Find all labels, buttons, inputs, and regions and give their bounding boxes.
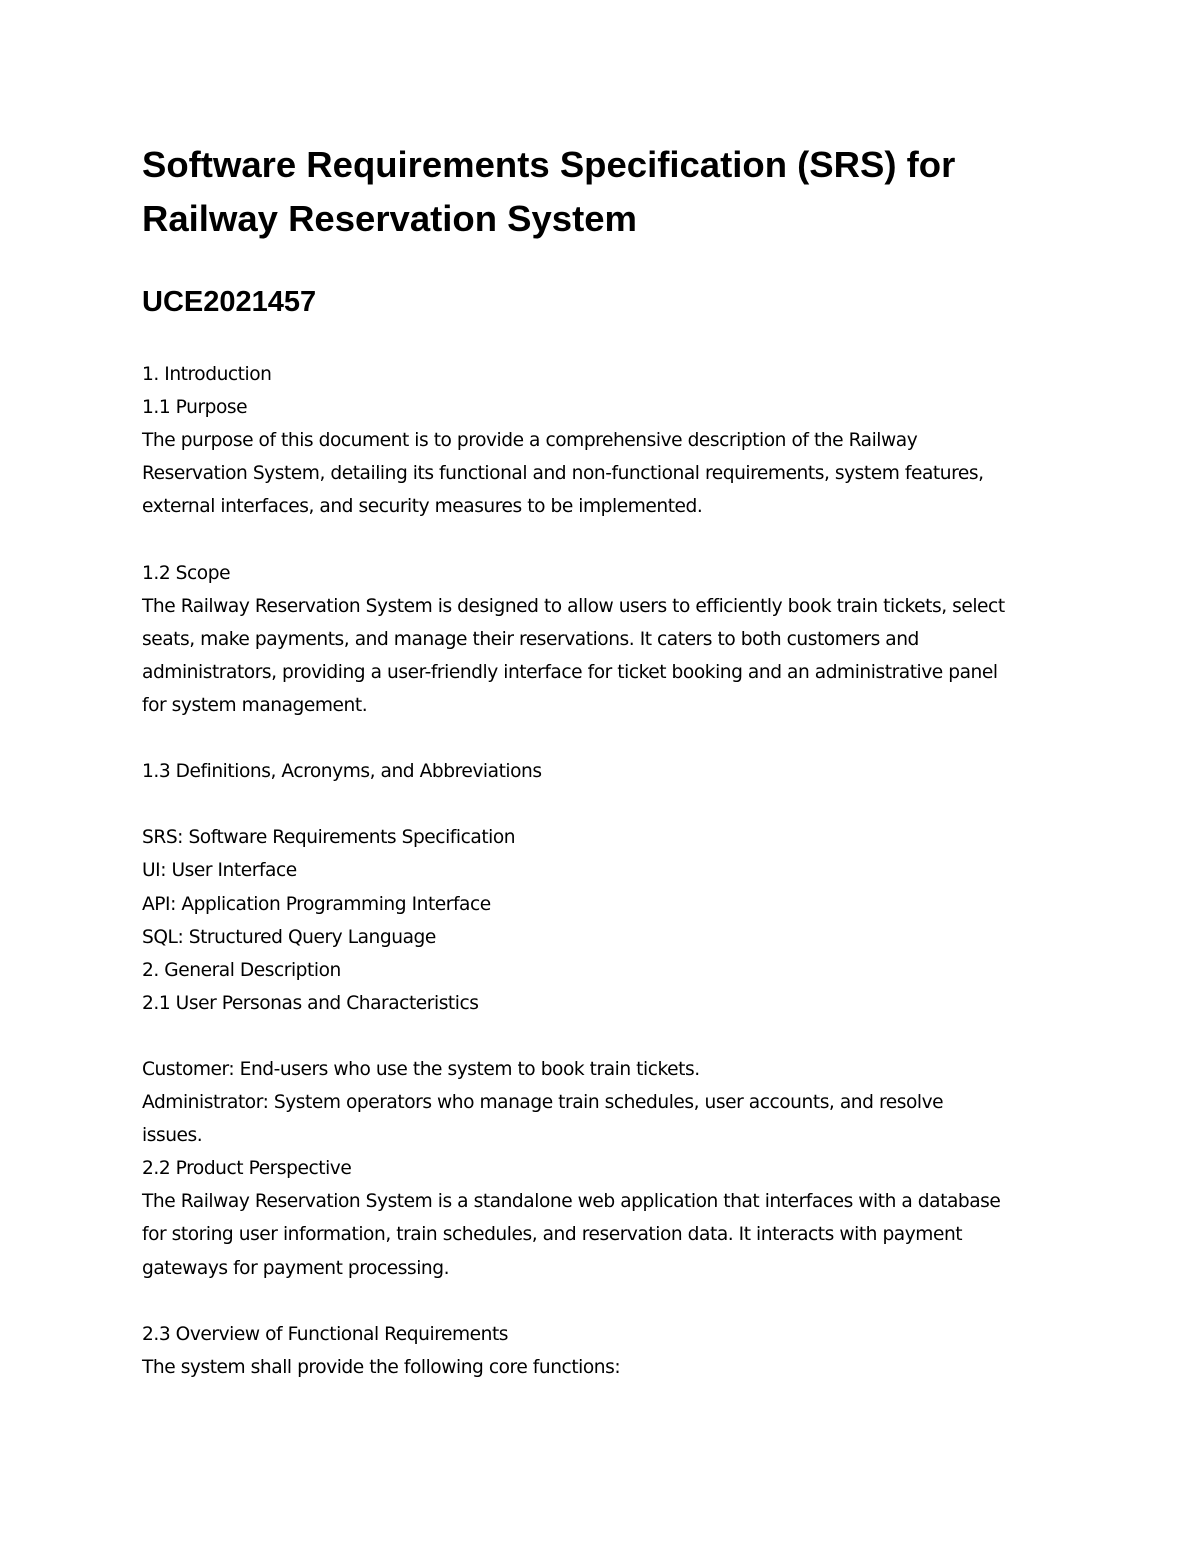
heading-purpose: 1.1 Purpose bbox=[142, 397, 248, 419]
persona-item: Customer: End-users who use the system to book train tickets. bbox=[142, 1058, 700, 1080]
persona-item: Administrator: System operators who manage train schedules, user accounts, and resolve bbox=[142, 1092, 944, 1114]
document-body bbox=[142, 358, 1072, 1384]
purpose-text-line-2: Reservation System, detailing its functional and non-functional requirements, system features, bbox=[142, 463, 984, 485]
spacer bbox=[142, 523, 1072, 556]
heading-product-perspective: 2.2 Product Perspective bbox=[142, 1158, 352, 1180]
definition-item: API: Application Programming Interface bbox=[142, 893, 491, 915]
spacer bbox=[142, 1020, 1072, 1053]
definition-item: SRS: Software Requirements Specification bbox=[142, 827, 516, 849]
scope-text-line-1: The Railway Reservation System is designed to allow users to efficiently book train tickets, select bbox=[142, 595, 1005, 617]
purpose-text-line-1: The purpose of this document is to provide a comprehensive description of the Railway bbox=[142, 430, 918, 452]
spacer bbox=[142, 722, 1072, 755]
heading-general-description: 2. General Description bbox=[142, 959, 341, 981]
scope-text-line-2: seats, make payments, and manage their reservations. It caters to both customers and bbox=[142, 628, 919, 650]
document-code: UCE2021457 bbox=[142, 286, 317, 318]
title-line-1: Software Requirements Specification (SRS) for bbox=[142, 144, 956, 185]
heading-introduction: 1. Introduction bbox=[142, 364, 272, 385]
document-title bbox=[142, 138, 1072, 246]
functional-requirements-intro: The system shall provide the following core functions: bbox=[142, 1356, 621, 1378]
spacer bbox=[142, 788, 1072, 821]
scope-text-line-4: for system management. bbox=[142, 694, 368, 716]
definition-item: SQL: Structured Query Language bbox=[142, 926, 436, 948]
heading-definitions: 1.3 Definitions, Acronyms, and Abbreviations bbox=[142, 761, 542, 783]
persona-item-continued: issues. bbox=[142, 1125, 203, 1147]
purpose-text-line-3: external interfaces, and security measures to be implemented. bbox=[142, 496, 703, 518]
spacer bbox=[142, 1285, 1072, 1318]
definition-item: UI: User Interface bbox=[142, 860, 297, 882]
perspective-text-line-3: gateways for payment processing. bbox=[142, 1257, 450, 1279]
heading-user-personas: 2.1 User Personas and Characteristics bbox=[142, 992, 479, 1014]
scope-text-line-3: administrators, providing a user-friendly interface for ticket booking and an administrative panel bbox=[142, 661, 998, 683]
heading-scope: 1.2 Scope bbox=[142, 562, 231, 584]
perspective-text-line-1: The Railway Reservation System is a standalone web application that interfaces with a database bbox=[142, 1191, 1001, 1213]
perspective-text-line-2: for storing user information, train schedules, and reservation data. It interacts with payment bbox=[142, 1224, 963, 1246]
heading-functional-requirements: 2.3 Overview of Functional Requirements bbox=[142, 1323, 509, 1345]
document-content bbox=[142, 138, 1072, 1384]
title-line-2: Railway Reservation System bbox=[142, 198, 638, 239]
